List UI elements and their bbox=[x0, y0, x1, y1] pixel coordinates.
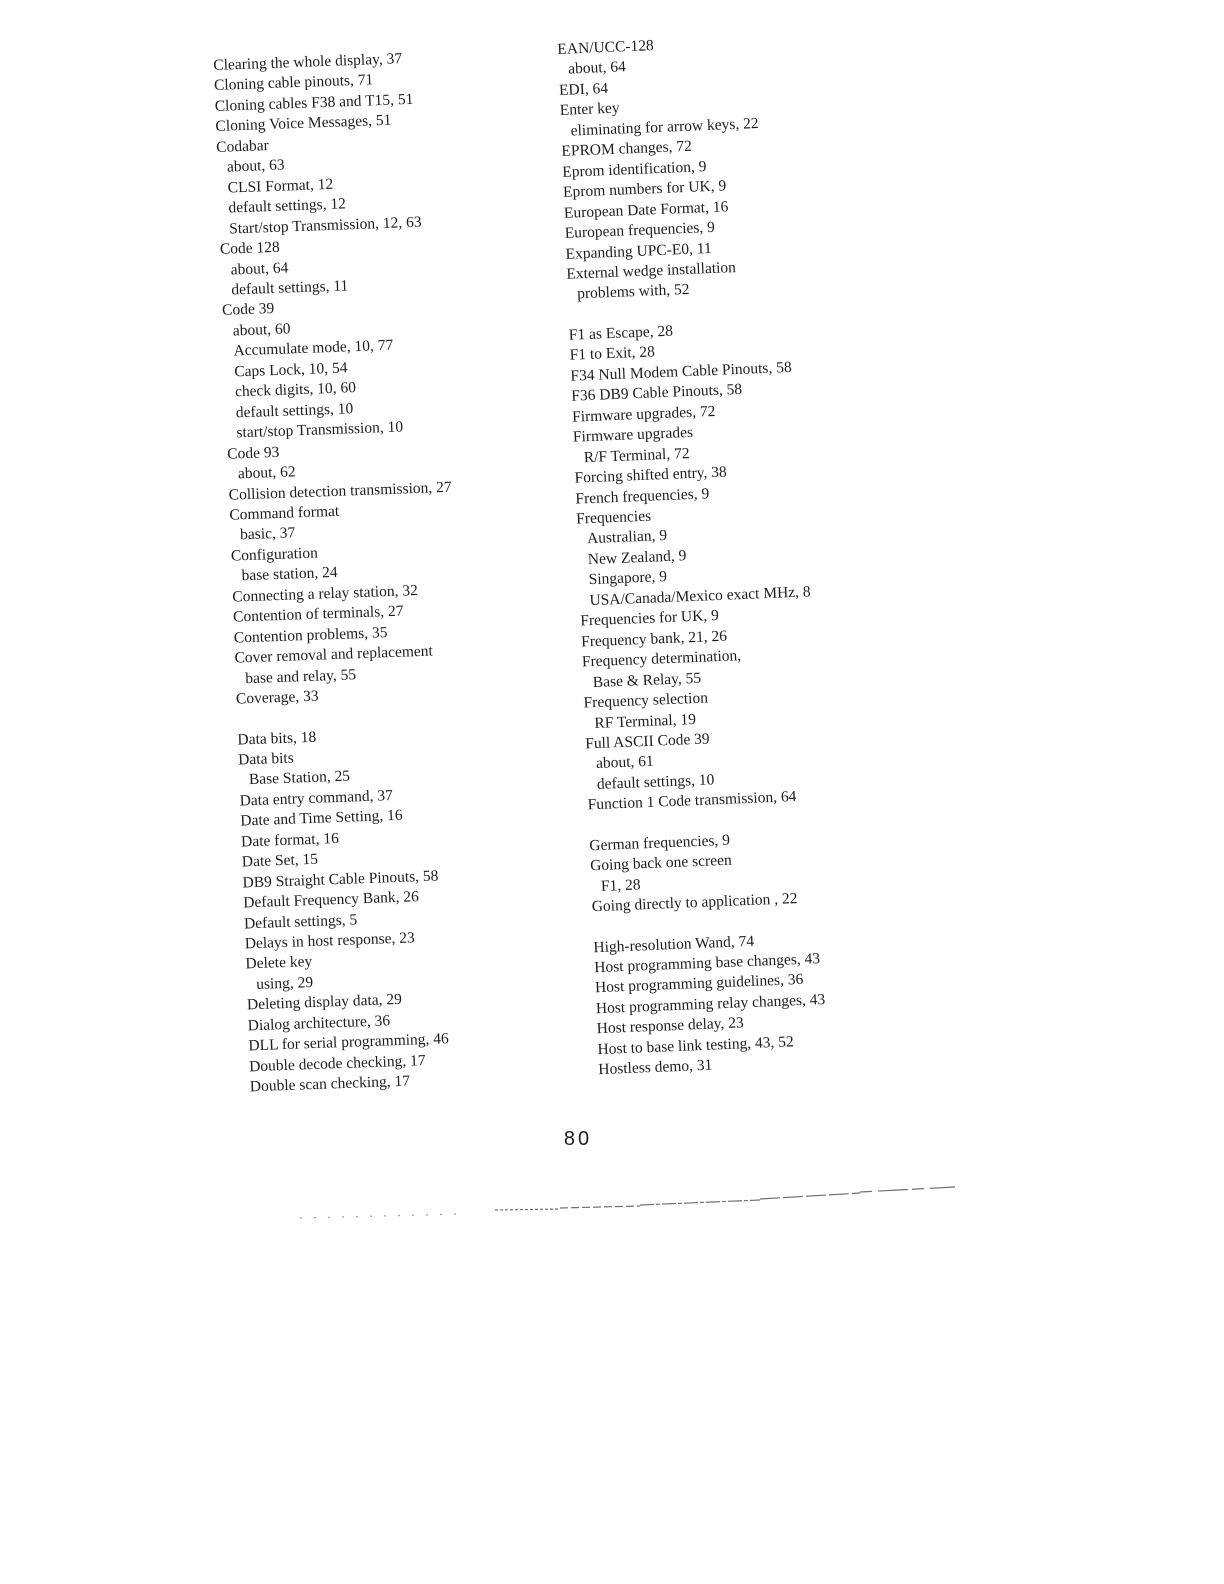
index-subentry: default settings, 10 bbox=[596, 771, 715, 793]
index-entry: Data bits bbox=[237, 749, 294, 769]
index-entry: German frequencies, 9 bbox=[589, 831, 731, 855]
index-entry: Connecting a relay station, 32 bbox=[232, 581, 419, 606]
index-subentry: Start/stop Transmission, 12, 63 bbox=[228, 213, 422, 238]
index-subentry: base and relay, 55 bbox=[244, 665, 357, 687]
index-entry: Contention problems, 35 bbox=[233, 623, 388, 647]
index-entry: Enter key bbox=[559, 99, 620, 120]
index-entry: Host programming guidelines, 36 bbox=[594, 971, 804, 997]
index-entry: Date format, 16 bbox=[240, 829, 340, 851]
index-subentry: about, 61 bbox=[595, 753, 655, 773]
index-entry: Frequencies for UK, 9 bbox=[580, 607, 720, 630]
index-entry: Configuration bbox=[230, 544, 319, 565]
index-entry: External wedge installation bbox=[566, 258, 737, 283]
index-entry: Full ASCII Code 39 bbox=[584, 730, 710, 753]
index-entry: Host programming base changes, 43 bbox=[593, 950, 821, 977]
index-subentry: problems with, 52 bbox=[576, 281, 690, 303]
index-subentry: using, 29 bbox=[255, 973, 314, 993]
index-entry: Firmware upgrades, 72 bbox=[571, 402, 716, 426]
index-entry: Frequency selection bbox=[583, 689, 709, 712]
index-entry: Cloning Voice Messages, 51 bbox=[215, 112, 392, 136]
index-entry: Data entry command, 37 bbox=[239, 786, 394, 810]
index-entry: Forcing shifted entry, 38 bbox=[574, 463, 728, 487]
index-entry: Double decode checking, 17 bbox=[248, 1051, 426, 1076]
index-entry: Hostless demo, 31 bbox=[598, 1056, 713, 1079]
index-entry: Clearing the whole display, 37 bbox=[213, 50, 403, 74]
index-subentry: Accumulate mode, 10, 77 bbox=[233, 337, 394, 360]
index-subentry: RF Terminal, 19 bbox=[594, 710, 697, 732]
index-subentry: base station, 24 bbox=[241, 564, 338, 585]
index-entry: Code 93 bbox=[226, 443, 280, 463]
index-entry: Cloning cable pinouts, 71 bbox=[213, 71, 374, 95]
index-subentry: about, 64 bbox=[230, 258, 289, 279]
index-subentry: about, 64 bbox=[567, 58, 627, 79]
index-subentry: eliminating for arrow keys, 22 bbox=[570, 114, 759, 140]
index-entry: Data bits, 18 bbox=[237, 728, 317, 749]
index-entry: Frequency bank, 21, 26 bbox=[580, 627, 728, 651]
index-entry: Going back one screen bbox=[589, 851, 733, 875]
index-subentry: R/F Terminal, 72 bbox=[583, 444, 690, 466]
index-subentry: Australian, 9 bbox=[586, 527, 668, 548]
index-entry: EAN/UCC-128 bbox=[557, 37, 655, 58]
index-entry: Cloning cables F38 and T15, 51 bbox=[214, 90, 414, 115]
index-entry: F36 DB9 Cable Pinouts, 58 bbox=[570, 381, 743, 405]
index-entry: Coverage, 33 bbox=[235, 687, 319, 708]
index-entry: Host to base link testing, 43, 52 bbox=[597, 1033, 795, 1059]
index-entry: Cover removal and replacement bbox=[234, 642, 434, 667]
index-subentry: start/stop Transmission, 10 bbox=[236, 418, 404, 442]
index-entry: Code 128 bbox=[219, 238, 281, 258]
index-entry: Double scan checking, 17 bbox=[249, 1072, 411, 1096]
index-subentry: USA/Canada/Mexico exact MHz, 8 bbox=[589, 583, 811, 609]
index-entry: French frequencies, 9 bbox=[575, 484, 710, 508]
index-entry: Host programming relay changes, 43 bbox=[595, 990, 826, 1018]
index-entry: High-resolution Wand, 74 bbox=[593, 932, 755, 956]
index-entry: Frequencies bbox=[575, 507, 652, 528]
index-subentry: New Zealand, 9 bbox=[587, 547, 687, 569]
index-subentry: about, 63 bbox=[226, 156, 285, 176]
index-subentry: default settings, 12 bbox=[228, 195, 347, 217]
index-entry: European Date Format, 16 bbox=[563, 197, 729, 222]
index-entry: Expanding UPC-E0, 11 bbox=[565, 239, 713, 263]
index-subentry: Singapore, 9 bbox=[588, 568, 668, 589]
index-entry: Date and Time Setting, 16 bbox=[240, 807, 403, 830]
index-subentry: check digits, 10, 60 bbox=[234, 379, 357, 401]
index-entry: Host response delay, 23 bbox=[596, 1014, 745, 1038]
index-subentry: default settings, 10 bbox=[235, 399, 354, 422]
index-entry: Codabar bbox=[215, 136, 270, 156]
page-number: 80 bbox=[563, 1128, 593, 1150]
index-subentry: Caps Lock, 10, 54 bbox=[234, 359, 348, 381]
index-entry: Dialog architecture, 36 bbox=[247, 1012, 391, 1035]
index-entry: Default settings, 5 bbox=[243, 910, 358, 933]
index-entry: Firmware upgrades bbox=[572, 424, 694, 446]
index-entry: F34 Null Modem Cable Pinouts, 58 bbox=[570, 358, 792, 385]
index-entry: EDI, 64 bbox=[558, 79, 609, 99]
index-entry: Delays in host response, 23 bbox=[244, 929, 416, 953]
index-entry: Command format bbox=[229, 502, 340, 524]
index-entry: Date Set, 15 bbox=[241, 850, 319, 871]
index-subentry: CLSI Format, 12 bbox=[227, 175, 334, 197]
index-entry: Deleting display data, 29 bbox=[246, 991, 403, 1014]
index-entry: Going directly to application , 22 bbox=[591, 890, 798, 916]
index-entry: Default Frequency Bank, 26 bbox=[243, 888, 420, 912]
index-entry: Code 39 bbox=[221, 300, 275, 320]
index-entry: Collision detection transmission, 27 bbox=[228, 478, 452, 504]
index-subentry: about, 62 bbox=[237, 463, 296, 483]
index-subentry: Base & Relay, 55 bbox=[592, 669, 702, 691]
index-entry: Contention of terminals, 27 bbox=[232, 602, 404, 626]
index-entry: EPROM changes, 72 bbox=[561, 137, 693, 161]
index-subentry: default settings, 11 bbox=[231, 277, 349, 299]
index-subentry: basic, 37 bbox=[239, 524, 296, 544]
index-entry: Delete key bbox=[245, 953, 313, 973]
index-subentry: about, 60 bbox=[232, 320, 291, 340]
index-subentry: Base Station, 25 bbox=[248, 767, 351, 789]
index-entry: European frequencies, 9 bbox=[564, 218, 716, 242]
index-entry: Frequency determination, bbox=[581, 647, 742, 671]
index-entry: DB9 Straight Cable Pinouts, 58 bbox=[242, 867, 439, 892]
index-entry: Eprom numbers for UK, 9 bbox=[562, 177, 727, 202]
index-entry: Function 1 Code transmission, 64 bbox=[587, 788, 797, 814]
index-entry: Eprom identification, 9 bbox=[561, 157, 707, 181]
index-entry: F1 as Escape, 28 bbox=[568, 322, 674, 344]
index-entry: F1 to Exit, 28 bbox=[569, 343, 656, 365]
index-entry: DLL for serial programming, 46 bbox=[248, 1030, 450, 1055]
index-subentry: F1, 28 bbox=[600, 876, 641, 895]
